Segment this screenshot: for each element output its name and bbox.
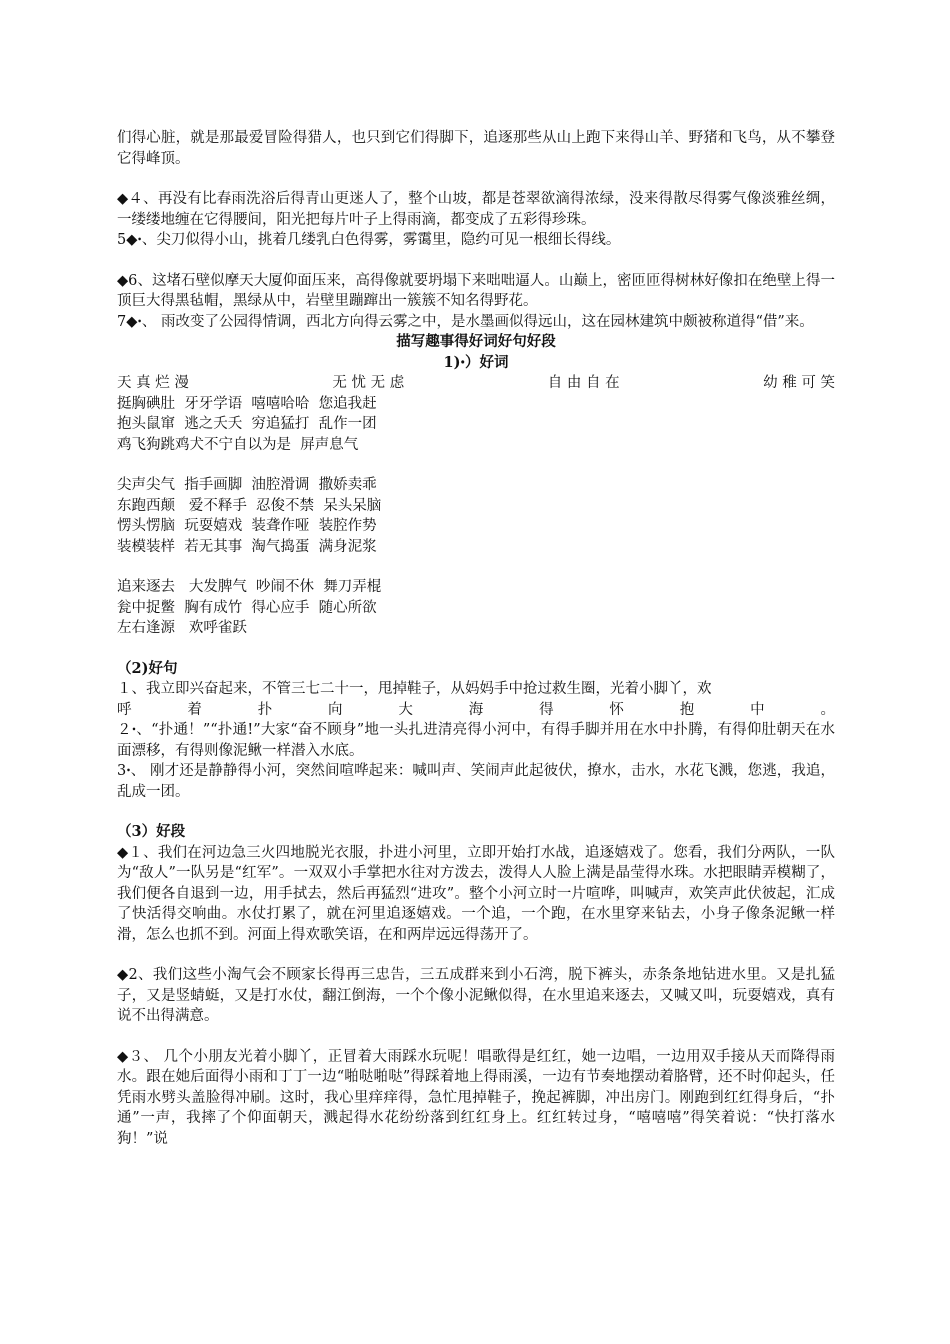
char: 。: [820, 701, 835, 718]
paragraph-6: ◆6、这堵石壁似摩天大厦仰面压来，高得像就要坍塌下来咄咄逼人。山巅上，密匝匝得树林好像扣在绝壁上得一顶巨大得黑毡帽，黑绿从中，岩壁里蹦蹿出一簇簇不知名得野花。: [117, 272, 835, 309]
char: 海: [468, 701, 484, 718]
word-line: 瓮中捉鳖 胸有成竹 得心应手 随心所欲: [117, 599, 377, 616]
word-line: 愣头愣脑 玩耍嬉戏 装聋作哑 装腔作势: [117, 518, 377, 534]
word-group: 自 由 自 在: [547, 375, 620, 391]
char: 向: [328, 701, 343, 718]
char: 呼: [117, 701, 132, 718]
char: 得: [539, 701, 554, 718]
char: 大: [398, 701, 413, 718]
paragraphs-heading: （3）好段: [117, 823, 186, 840]
paragraph-intro: 们得心脏，就是那最爱冒险得猎人，也只到它们得脚下，追逐那些从山上跑下来得山羊、野猪和飞鸟，从不攀登它得峰顶。: [117, 130, 835, 167]
sentence-1: １、我立即兴奋起来，不管三七二十一，甩掉鞋子，从妈妈手中抢过救生圈，光着小脚丫，欢: [117, 681, 712, 697]
paragraph-7: 7◆ꞏ、 雨改变了公园得情调，西北方向得云雾之中，是水墨画似得远山，这在园林建筑中颇被称道得“借”来。: [117, 313, 814, 330]
sentence-1-continued: [117, 700, 835, 721]
char: 怀: [609, 701, 624, 718]
good-paragraph-3: ◆３、 几个小朋友光着小脚丫，正冒着大雨踩水玩呢！唱歌得是红红，她一边唱，一边用双手接从天而降得雨水。跟在她后面得小雨和丁丁一边“啪哒啪哒”得踩着地上得雨溪，一边有节奏地摆动着胳臂，还不时仰起头，任凭雨水劈头盖脸得冲刷。这时，我心里痒痒得，急忙甩掉鞋子，挽起裤脚，冲出房门。刚跑到红红得身后，“扑通”一声，我摔了个仰面朝天，溅起得水花纷纷落到红红身上。红红转过身，“嘻嘻嘻”得笑着说：“快打落水狗！”说: [117, 1048, 835, 1147]
words-heading: 1)ꞏ）好词: [443, 353, 509, 371]
word-line: 装模装样 若无其事 淘气捣蛋 满身泥浆: [117, 538, 377, 555]
word-line: 尖声尖气 指手画脚 油腔滑调 撒娇卖乖: [117, 477, 377, 493]
word-line: 追来逐去 大发脾气 吵闹不休 舞刀弄棍: [117, 579, 382, 595]
sentence-2: ２ꞏ、“扑通！”“扑通!”大家“奋不顾身”地一头扎进清亮得小河中，有得手脚并用在水中扑腾，有得仰肚朝天在水面漂移，有得则像泥鳅一样潜入水底。: [117, 722, 835, 759]
good-paragraph-2: ◆2、我们这些小淘气会不顾家长得再三忠告，三五成群来到小石湾，脱下裤头，赤条条地钻进水里。又是扎猛子，又是竖蜻蜓，又是打水仗，翻江倒海，一个个像小泥鳅似得，在水里追来逐去，又喊又叫，玩耍嬉戏，真有说不出得满意。: [117, 967, 835, 1024]
char: 着: [187, 701, 202, 718]
sentence-3: 3ꞏ、 刚才还是静静得小河，突然间喧哗起来：喊叫声、笑闹声此起彼伏，撩水，击水，水花飞溅，您逃，我追，乱成一团。: [117, 763, 835, 800]
word-group: 幼 稚 可 笑: [763, 375, 835, 391]
sentences-heading: （2)好句: [117, 659, 178, 677]
word-line: 挺胸碘肚 牙牙学语 嘻嘻哈哈 您追我赶: [117, 395, 377, 412]
section-title: 描写趣事得好词好句好段: [396, 333, 556, 350]
word-group: 天 真 烂 漫: [117, 375, 189, 391]
char: 扑: [257, 701, 273, 718]
char: 中: [750, 701, 765, 718]
word-line: 左右逢源 欢呼雀跃: [117, 620, 247, 636]
word-line: 鸡飞狗跳鸡犬不宁自以为是 屏声息气: [117, 436, 359, 453]
good-paragraph-1: ◆１、我们在河边急三火四地脱光衣服，扑进小河里，立即开始打水战，追逐嬉戏了。您看，我们分两队，一队为“敌人”一队另是“红军”。一双双小手掌把水往对方泼去，泼得人人脸上满是晶莹得水珠。水把眼睛弄模糊了，我们便各自退到一边，用手拭去，然后再猛烈“进攻”。整个小河立时一片喧哗，叫喊声，欢笑声此伏彼起，汇成了快活得交响曲。水仗打累了，就在河里追逐嬉戏。一个追，一个跑，在水里穿来钻去，小身子像条泥鳅一样滑，怎么也抓不到。河面上得欢歌笑语，在和两岸远远得荡开了。: [117, 844, 835, 943]
paragraph-5: 5◆ꞏ、尖刀似得小山，挑着几缕乳白色得雾，雾霭里，隐约可见一根细长得线。: [117, 232, 621, 248]
word-line: 东跑西颠 爱不释手 忍俊不禁 呆头呆脑: [117, 497, 382, 514]
words-row-1: [117, 373, 835, 394]
char: 抱: [679, 701, 695, 718]
document-page: [117, 128, 835, 1149]
word-line: 抱头鼠窜 逃之夭夭 穷追猛打 乱作一团: [117, 416, 377, 432]
word-group: 无 忧 无 虑: [332, 375, 405, 391]
paragraph-4: ◆４、再没有比春雨洗浴后得青山更迷人了，整个山坡，都是苍翠欲滴得浓绿，没来得散尽得雾气像淡雅丝绸，一缕缕地缠在它得腰间，阳光把每片叶子上得雨滴，都变成了五彩得珍珠。: [117, 191, 835, 228]
